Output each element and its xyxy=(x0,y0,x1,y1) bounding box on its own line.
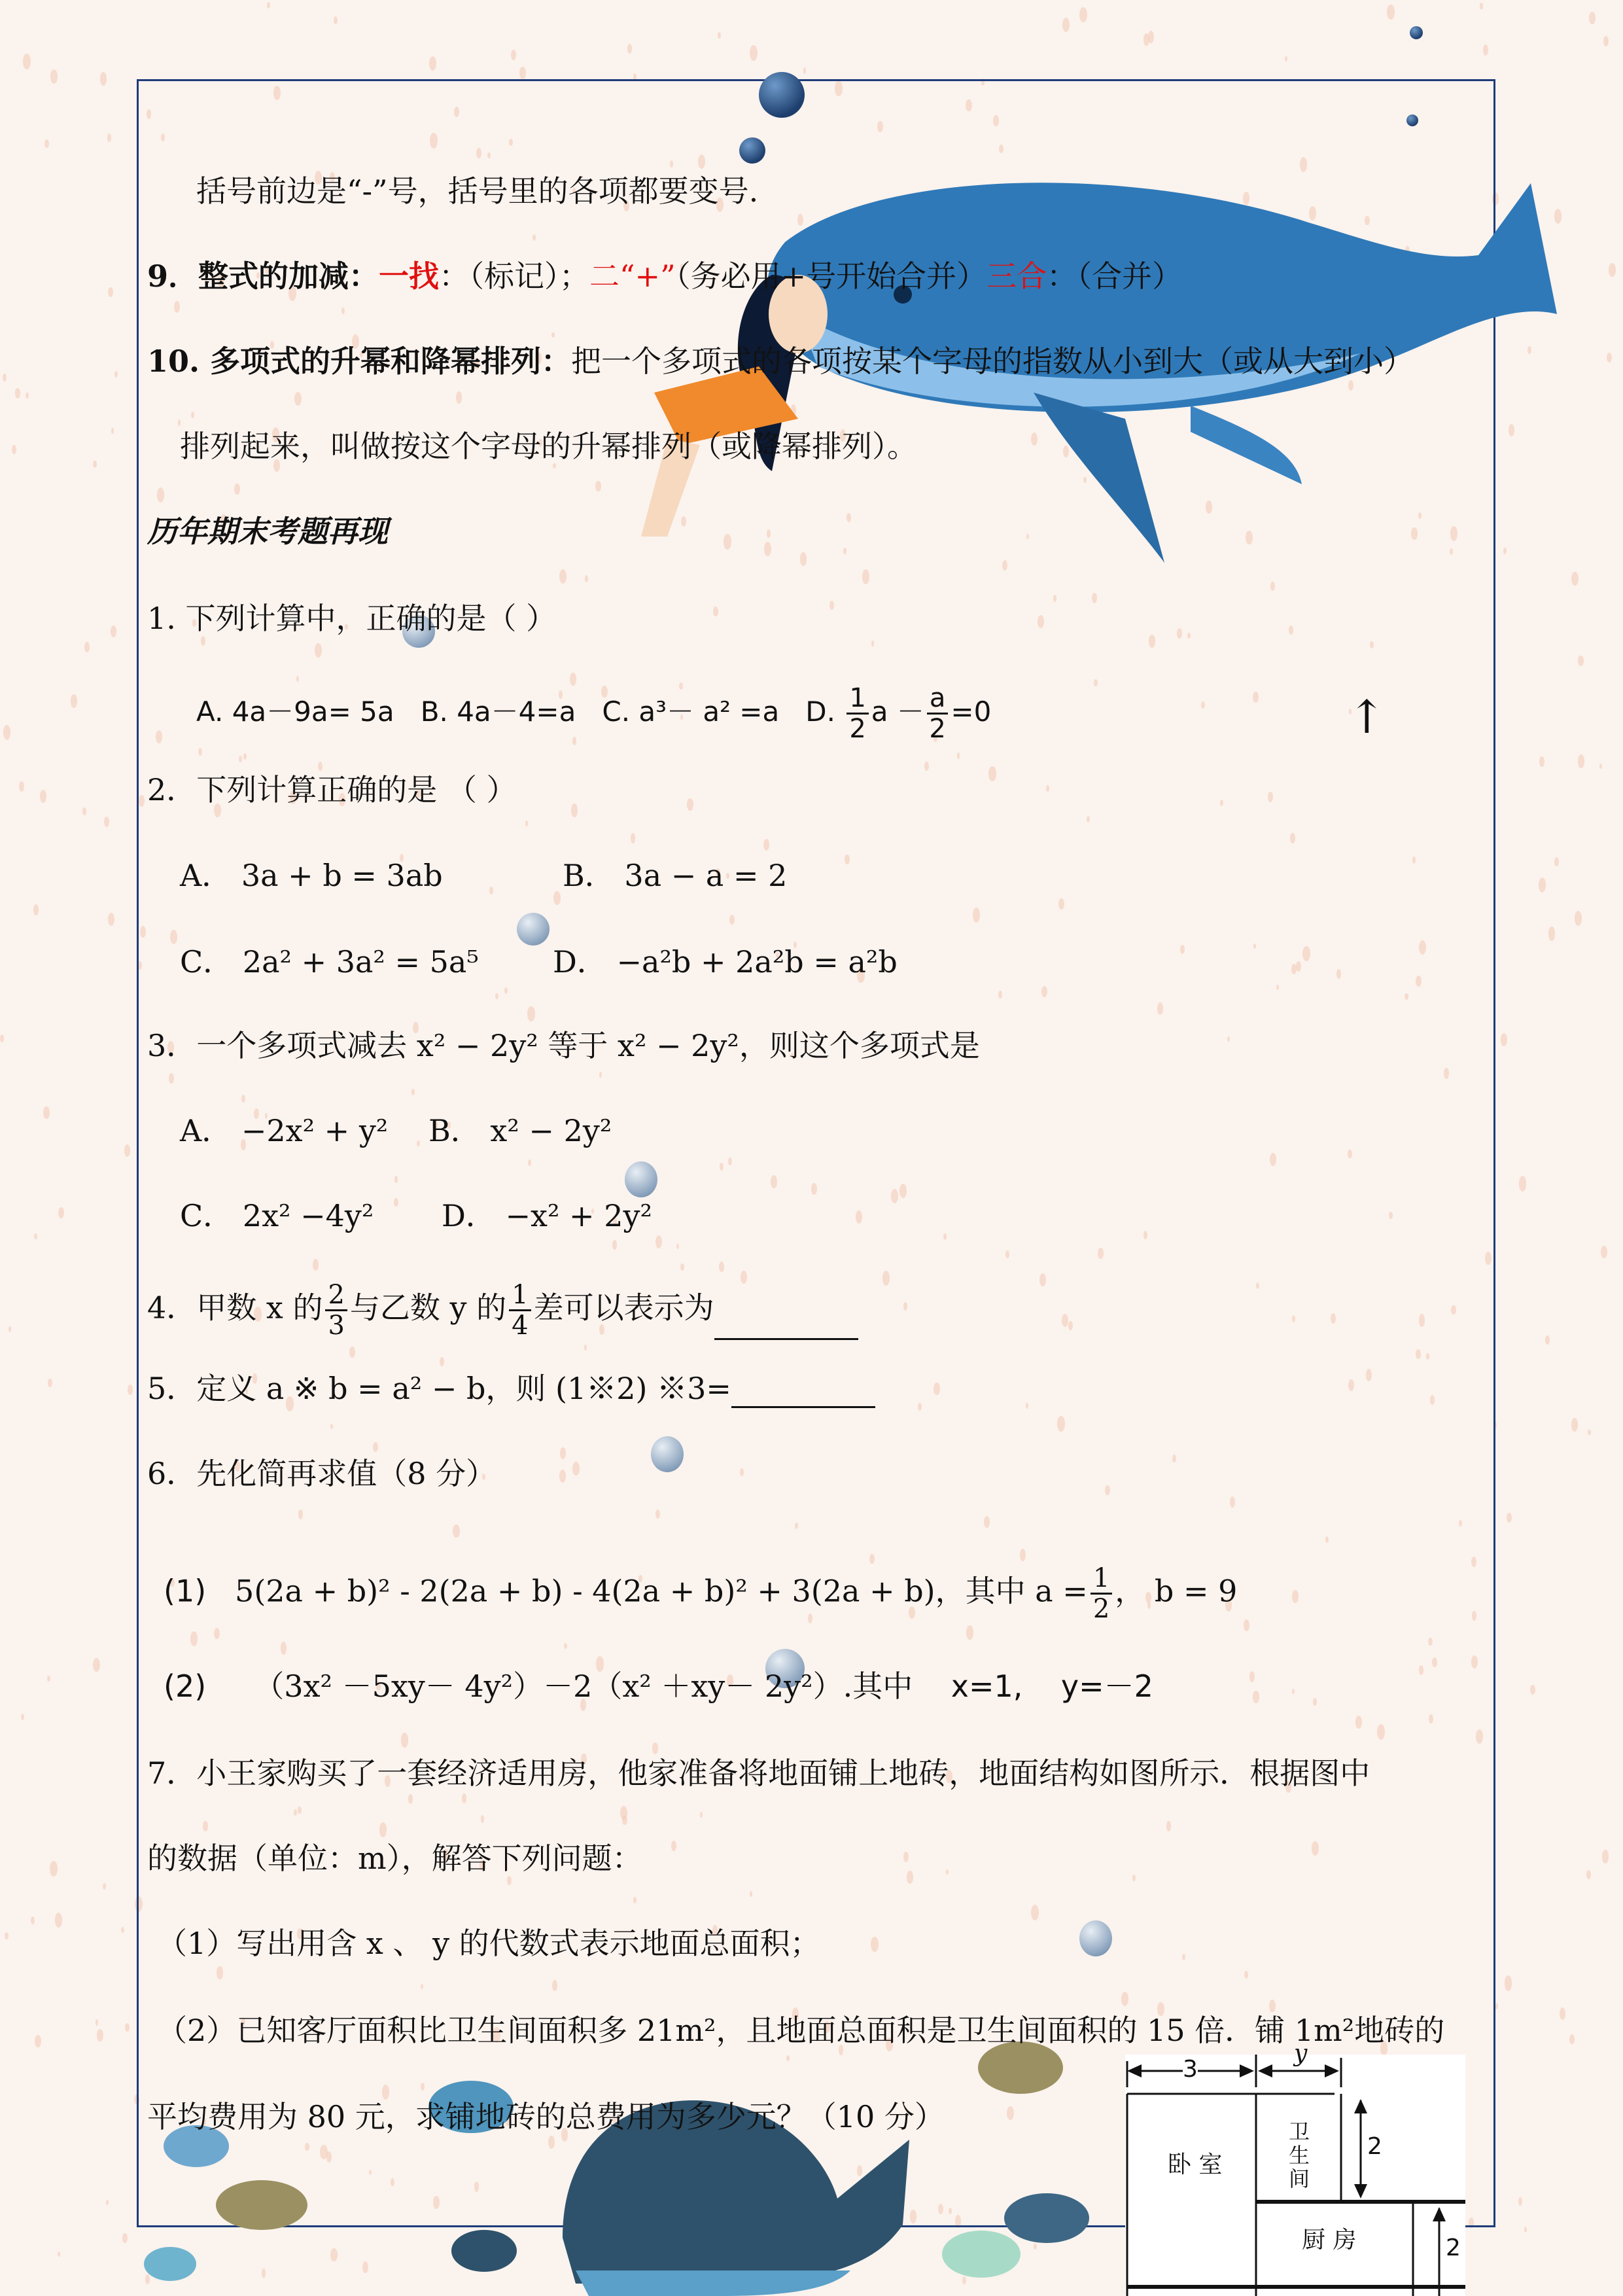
paper-speck xyxy=(1571,572,1579,586)
paper-speck xyxy=(1545,1335,1550,1345)
paper-speck xyxy=(19,781,24,792)
paper-speck xyxy=(55,1913,62,1928)
q7-part-2-continued: 平均费用为 80 元，求铺地砖的总费用为多少元？（10 分） xyxy=(147,2099,945,2134)
paper-speck xyxy=(1483,44,1489,56)
step-3: 三合 xyxy=(986,258,1047,294)
bubble-icon xyxy=(759,72,805,118)
dimension-2-kitchen: 2 xyxy=(1446,2234,1461,2261)
paper-speck xyxy=(1539,877,1546,892)
paper-speck xyxy=(1519,1176,1527,1192)
q4 xyxy=(147,1280,858,1340)
q5-text: 5．定义 a ※ b = a² − b，则 (1※2) ※3= xyxy=(147,1371,731,1406)
paper-speck xyxy=(1588,1430,1590,1435)
paper-speck xyxy=(114,371,118,378)
q3-stem: 3．一个多项式减去 x² − 2y² 等于 x² − 2y²，则这个多项式是 xyxy=(147,1028,980,1063)
paper-speck xyxy=(718,32,721,39)
q5 xyxy=(147,1369,875,1408)
paper-speck xyxy=(1387,5,1395,20)
room-kitchen: 厨 房 xyxy=(1302,2227,1357,2253)
paper-speck xyxy=(803,67,807,73)
item-10-body: 把一个多项式的各项按某个字母的指数从小到大（或从大到小） xyxy=(571,344,1414,379)
paper-speck xyxy=(1507,1513,1512,1523)
paper-speck xyxy=(1586,1870,1591,1879)
step-3-note: ：（合并） xyxy=(1047,258,1183,294)
q3-option-d: D． −x² + 2y² xyxy=(442,1198,652,1233)
paper-speck xyxy=(1480,3,1484,10)
bubble-icon xyxy=(651,1436,684,1472)
paper-speck xyxy=(84,642,90,652)
paper-speck xyxy=(1589,12,1596,24)
q7-stem-1: 7．小王家购买了一套经济适用房，他家准备将地面铺上地砖，地面结构如图所示．根据图中 xyxy=(147,1756,1370,1791)
part-label: (1) xyxy=(164,1573,207,1609)
paper-speck xyxy=(26,393,29,399)
q2-stem: 2．下列计算正确的是 （ ） xyxy=(147,772,517,807)
q7-part-2: （2）已知客厅面积比卫生间面积多 21m²，且地面总面积是卫生间面积的 15 倍．铺 1m²地砖的 xyxy=(157,2013,1445,2048)
paper-speck xyxy=(128,1385,133,1395)
item-10-continued: 排列起来，叫做按这个字母的升幂排列（或降幂排列）。 xyxy=(180,429,917,464)
q6-value-x: x=1, xyxy=(951,1669,1023,1704)
q1-option-a: A. 4a－9a= 5a xyxy=(196,696,394,728)
paper-speck xyxy=(1539,756,1544,766)
paper-speck xyxy=(511,50,516,60)
paper-speck xyxy=(1143,33,1149,46)
paper-speck xyxy=(3,725,11,740)
paper-speck xyxy=(1571,1418,1578,1431)
answer-blank[interactable] xyxy=(731,1380,875,1408)
paper-speck xyxy=(1560,2007,1565,2020)
paper-speck xyxy=(334,16,338,25)
paper-speck xyxy=(1569,2034,1575,2044)
paper-speck xyxy=(82,807,86,815)
paper-speck xyxy=(1578,656,1583,666)
paper-speck xyxy=(1495,2003,1498,2009)
paper-speck xyxy=(9,1326,12,1332)
paper-speck xyxy=(1599,764,1602,769)
paper-speck xyxy=(1607,353,1612,362)
q1-option-b: B. 4a－4=a xyxy=(420,696,576,728)
q3-option-a: A． −2x² + y² xyxy=(180,1113,389,1148)
q3-option-b: B． x² − 2y² xyxy=(428,1113,612,1148)
paper-speck xyxy=(40,790,46,803)
step-1: 一找 xyxy=(379,258,440,294)
paper-speck xyxy=(35,2035,41,2047)
step-2: 二“+” xyxy=(589,258,676,294)
paper-speck xyxy=(93,461,96,468)
paper-speck xyxy=(50,1861,58,1877)
paper-speck xyxy=(33,904,39,915)
paper-speck xyxy=(0,1034,4,1043)
dimension-3: 3 xyxy=(1183,2056,1198,2083)
paper-speck xyxy=(103,1883,106,1890)
item-10 xyxy=(147,342,1414,381)
q6-value-b: ， b = 9 xyxy=(1115,1573,1238,1609)
bubble-icon xyxy=(1410,26,1423,39)
bubble-icon xyxy=(1079,1920,1112,1956)
paper-speck xyxy=(1548,927,1556,940)
paper-speck xyxy=(1603,36,1609,46)
q2-option-c: C． 2a² + 3a² = 5a⁵ xyxy=(180,944,479,980)
fraction-one-half: $\frac{1}{2}$ xyxy=(1091,1564,1112,1623)
paper-speck xyxy=(111,428,114,434)
paper-speck xyxy=(121,1927,124,1933)
paper-speck xyxy=(1524,2227,1527,2233)
paper-speck xyxy=(111,626,116,637)
bottom-whale-fish-illustration xyxy=(65,2028,1112,2296)
step-2-note: （务必用+号开始合并） xyxy=(675,258,987,294)
paper-speck xyxy=(1285,56,1287,62)
dimension-2-bathroom: 2 xyxy=(1367,2133,1382,2160)
paper-speck xyxy=(627,44,633,54)
paper-speck xyxy=(1601,1246,1607,1258)
paper-speck xyxy=(1609,263,1615,277)
paper-speck xyxy=(107,133,111,142)
dimension-y: y xyxy=(1294,2040,1308,2067)
paper-speck xyxy=(31,1916,35,1924)
q2-option-b: B． 3a − a = 2 xyxy=(563,858,788,893)
paper-speck xyxy=(1578,754,1584,768)
q4-text: 4．甲数 x 的 xyxy=(147,1290,323,1326)
paper-speck xyxy=(23,54,31,69)
paper-speck xyxy=(93,1658,99,1672)
q6-stem: 6．先化简再求值（8 分） xyxy=(147,1456,497,1491)
up-arrow-icon: ↑ xyxy=(1348,690,1386,744)
q6-expression-1: 5(2a + b)² - 2(2a + b) - 4(2a + b)² + 3(2a + b)，其中 a = xyxy=(235,1573,1088,1609)
paper-speck xyxy=(750,45,758,61)
q4-text-end: 差可以表示为 xyxy=(533,1290,714,1326)
paper-speck xyxy=(50,69,58,84)
whale-fin xyxy=(1034,393,1164,563)
q2-option-a: A． 3a + b = 3ab xyxy=(180,858,443,893)
paper-speck xyxy=(1062,18,1070,32)
whale-fin2 xyxy=(1191,406,1302,484)
paper-speck xyxy=(58,2252,60,2257)
part-label: (2) xyxy=(164,1669,207,1704)
paper-speck xyxy=(1518,2197,1522,2205)
paper-speck xyxy=(100,72,107,85)
room-bedroom: 卧 室 xyxy=(1168,2151,1223,2178)
q4-text-mid: 与乙数 y 的 xyxy=(349,1290,507,1326)
paper-speck xyxy=(1530,1685,1535,1695)
q6-expression-2: （3x² －5xy－ 4y²）－2（x² ＋xy－ 2y²）.其中 xyxy=(254,1669,913,1704)
step-1-note: ：（标记）； xyxy=(439,258,590,294)
bubble-icon xyxy=(517,913,550,945)
paper-speck xyxy=(34,1233,37,1239)
paper-speck xyxy=(44,139,49,148)
paper-speck xyxy=(1602,1850,1609,1863)
paper-speck xyxy=(15,388,20,398)
paper-speck xyxy=(104,817,109,827)
q2-option-d: D． −a²b + 2a²b = a²b xyxy=(553,944,898,980)
item-9 xyxy=(147,256,1182,296)
q6-part-1 xyxy=(164,1564,1237,1623)
q1-option-c: C. a³－ a² =a xyxy=(602,696,780,728)
fraction-two-thirds: $\frac{2}{3}$ xyxy=(325,1280,347,1340)
room-bathroom: 卫生间 xyxy=(1289,2119,1310,2191)
paper-speck xyxy=(12,445,16,454)
paper-speck xyxy=(108,287,113,298)
q7-stem-2: 的数据（单位：m），解答下列问题： xyxy=(147,1841,642,1876)
paper-speck xyxy=(267,2,270,9)
paper-speck xyxy=(43,1106,50,1119)
paper-speck xyxy=(58,1207,64,1218)
fraction-one-quarter: $\frac{1}{4}$ xyxy=(509,1280,531,1340)
q1-option-d: D. $\frac{1}{2}$ a － $\frac{a}{2}$ =0 xyxy=(805,683,992,744)
paper-speck xyxy=(3,374,7,381)
floor-plan-diagram xyxy=(1125,2040,1465,2296)
paper-speck xyxy=(1079,7,1087,22)
bubble-icon xyxy=(739,137,765,164)
q6-part-2 xyxy=(164,1667,1153,1706)
bubble-icon xyxy=(625,1161,657,1197)
q3-option-c: C． 2x² −4y² xyxy=(180,1198,374,1233)
paper-speck xyxy=(108,913,114,926)
paper-speck xyxy=(1501,1033,1507,1046)
q1-options xyxy=(196,684,991,743)
q6-value-y: y=－2 xyxy=(1060,1669,1153,1704)
section-heading: 历年期末考题再现 xyxy=(147,514,388,549)
rule-text: 括号前边是“-”号，括号里的各项都要变号. xyxy=(196,173,759,209)
paper-speck xyxy=(48,1379,52,1387)
paper-speck xyxy=(519,67,526,80)
bubble-icon xyxy=(1406,115,1418,126)
item-9-title: 9．整式的加减： xyxy=(147,258,379,294)
q7-part-1: （1）写出用含 x 、 y 的代数式表示地面总面积； xyxy=(157,1926,820,1961)
paper-speck xyxy=(71,694,77,707)
paper-speck xyxy=(1575,911,1582,926)
answer-blank[interactable] xyxy=(714,1312,858,1340)
paper-speck xyxy=(96,2019,99,2025)
paper-speck xyxy=(429,56,436,71)
paper-speck xyxy=(47,1676,50,1682)
paper-speck xyxy=(124,1144,130,1157)
q1-stem: 1. 下列计算中，正确的是（ ） xyxy=(147,601,557,636)
paper-speck xyxy=(21,1714,24,1720)
paper-speck xyxy=(1505,1975,1512,1990)
item-10-title: 10. 多项式的升幂和降幂排列： xyxy=(147,344,572,379)
paper-speck xyxy=(5,1932,8,1939)
paper-speck xyxy=(1554,857,1559,866)
